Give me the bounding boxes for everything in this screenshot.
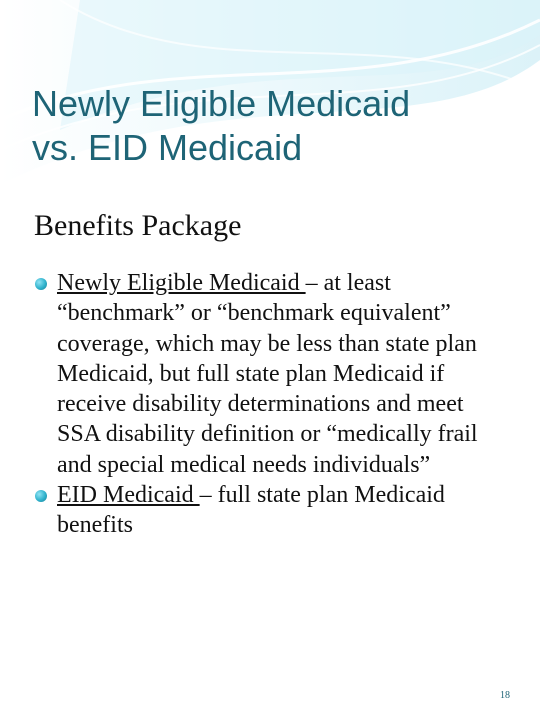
slide-subtitle: Benefits Package <box>34 209 242 242</box>
slide-title <box>32 82 522 170</box>
bullet-dot-icon <box>35 490 47 502</box>
bullet-text-eid: – full state plan Medicaid benefits <box>57 482 445 539</box>
bullet-item-newly-eligible <box>34 268 512 480</box>
bullet-lead-newly-eligible: Newly Eligible Medicaid <box>57 270 306 296</box>
bullet-item-eid <box>34 480 512 541</box>
page-number: 18 <box>500 690 510 701</box>
bullet-text-newly-eligible: – at least “benchmark” or “benchmark equivalent” coverage, which may be less than state plan Medicaid, but full state plan Medicaid if receive disability determinations and meet SSA disability definition or “medically frail and special medical needs individuals” <box>57 270 478 478</box>
bullet-list <box>34 268 512 541</box>
bullet-dot-icon <box>35 278 47 290</box>
title-line-1: Newly Eligible Medicaid <box>32 83 411 124</box>
title-line-2: vs. EID Medicaid <box>32 127 303 168</box>
bullet-lead-eid: EID Medicaid <box>57 482 200 509</box>
